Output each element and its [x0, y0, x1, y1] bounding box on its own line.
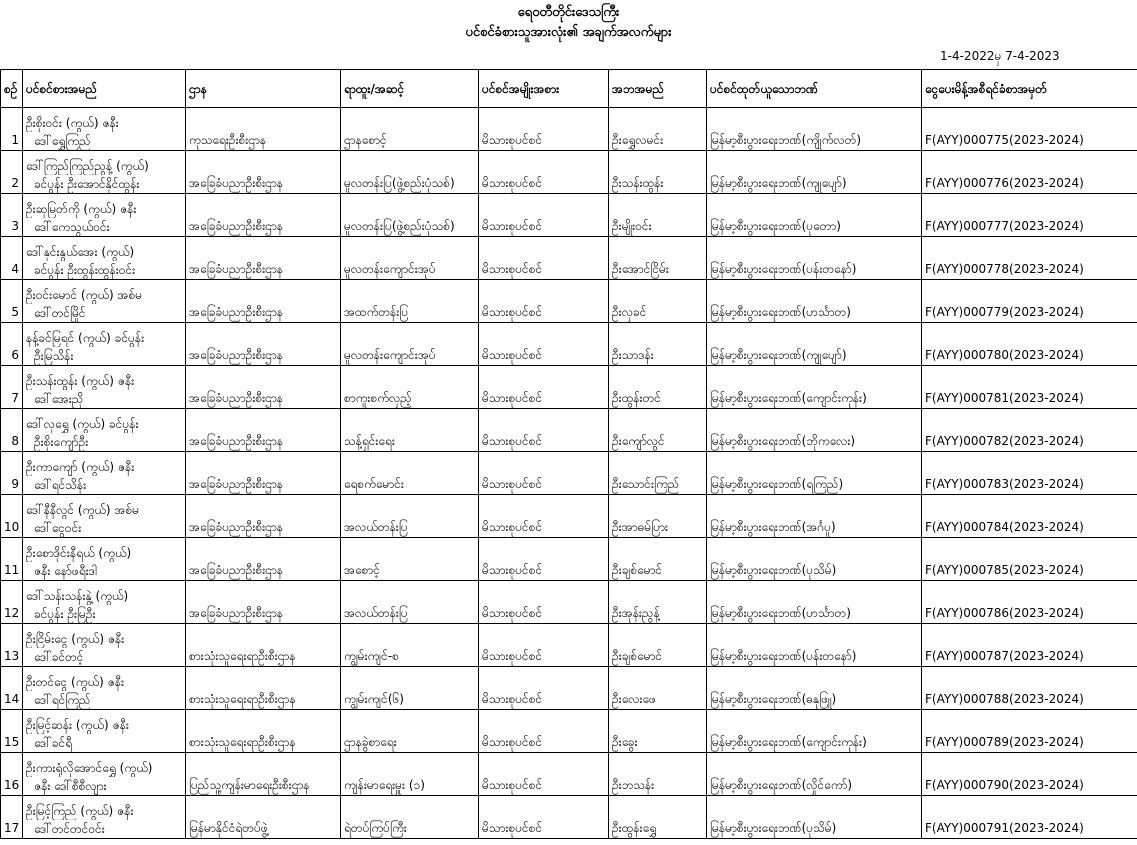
- cell-department: စားသုံးသူရေးရာဦးစီးဌာန: [186, 710, 341, 753]
- cell-no: 8: [1, 409, 23, 452]
- pensioner-name-line2: ခင်ပွန်း ဦးမြဦး: [34, 607, 96, 621]
- table-row: [1, 280, 1137, 323]
- pensioner-name-line1: ဦးမြင့်ကြည် (ကွယ်) ဇနီး: [26, 804, 134, 818]
- cell-father-name: ဦးလေးဖေ: [609, 667, 707, 710]
- cell-pension-type: မိသားစုပင်စင်: [479, 452, 609, 495]
- cell-father-name: ဦးချစ်မောင်: [609, 538, 707, 581]
- table-row: [1, 753, 1137, 796]
- cell-department: အခြေခံပညာဦးစီးဌာန: [186, 151, 341, 194]
- cell-father-name: ဦးအာဓမ်ပြား: [609, 495, 707, 538]
- cell-pensioner-name: [23, 323, 186, 366]
- cell-father-name: ဦးထွန်းရွှေ: [609, 796, 707, 839]
- cell-department: အခြေခံပညာဦးစီးဌာန: [186, 495, 341, 538]
- cell-pension-type: မိသားစုပင်စင်: [479, 710, 609, 753]
- table-row: [1, 366, 1137, 409]
- cell-department: စားသုံးသူရေးရာဦးစီးဌာန: [186, 624, 341, 667]
- table-row: [1, 323, 1137, 366]
- pensioner-name-line2: ဒေါ်ငွေဝင်း: [34, 521, 82, 535]
- cell-rank: ကျွမ်းကျင်(၆): [341, 667, 479, 710]
- pensioner-name-line2: ခင်ပွန်း ဦးထွန်းထွန်းဝင်း: [34, 263, 136, 277]
- cell-father-name: ဦးလှခင်: [609, 280, 707, 323]
- cell-no: 9: [1, 452, 23, 495]
- table-row: [1, 710, 1137, 753]
- cell-pensioner-name: [23, 667, 186, 710]
- cell-pensioner-name: [23, 280, 186, 323]
- cell-pension-type: မိသားစုပင်စင်: [479, 280, 609, 323]
- pensioner-name-line1: ဦးဆုမြတ်ကို (ကွယ်) ဇနီး: [26, 202, 137, 216]
- cell-department: အခြေခံပညာဦးစီးဌာန: [186, 237, 341, 280]
- date-range: 1-4-2022မှ 7-4-2023: [940, 49, 1060, 63]
- pensioner-name-line1: ဦးတင်ငွေ (ကွယ်) ဇနီး: [26, 675, 124, 689]
- cell-department: ကုသရေးဦးစီးဌာန: [186, 108, 341, 151]
- cell-pensioner-name: [23, 538, 186, 581]
- cell-rank: မူလတန်းပြ(ဖွဲ့စည်းပုံသစ်): [341, 151, 479, 194]
- document-subtitle: ပင်စင်ခံစားသူအားလုံး၏ အချက်အလက်များ: [465, 25, 672, 40]
- cell-bank: မြန်မာ့စီးပွားရေးဘဏ်(ကျိုက်လတ်): [707, 108, 922, 151]
- pensioner-name-line2: ဒေါ်ခင်တင့်: [34, 650, 84, 664]
- pensioner-name-line1: နန့်ခင်မြရင် (ကွယ်) ခင်ပွန်း: [26, 331, 145, 345]
- cell-bank: မြန်မာ့စီးပွားရေးဘဏ်(ပန်းတနော်): [707, 624, 922, 667]
- cell-pensioner-name: [23, 237, 186, 280]
- document-title: ရေဝတီတိုင်းဒေသကြီး: [517, 5, 620, 20]
- cell-pensioner-name: [23, 581, 186, 624]
- pensioner-name-line2: ဦးမြသိန်း: [34, 349, 74, 363]
- cell-no: 5: [1, 280, 23, 323]
- cell-pension-type: မိသားစုပင်စင်: [479, 151, 609, 194]
- cell-rank: မူလတန်းကျောင်းအုပ်: [341, 323, 479, 366]
- cell-bank: မြန်မာ့စီးပွားရေးဘဏ်(ကျောင်းကုန်း): [707, 366, 922, 409]
- cell-bank: မြန်မာ့စီးပွားရေးဘဏ်(ရကြည်): [707, 452, 922, 495]
- cell-payment-ref: F(AYY)000782(2023-2024): [922, 409, 1137, 452]
- cell-department: အခြေခံပညာဦးစီးဌာန: [186, 366, 341, 409]
- cell-father-name: ဦးကျော်လွင်: [609, 409, 707, 452]
- cell-department: စားသုံးသူရေးရာဦးစီးဌာန: [186, 667, 341, 710]
- cell-pension-type: မိသားစုပင်စင်: [479, 624, 609, 667]
- cell-father-name: ဦးအုန်းညွန့်: [609, 581, 707, 624]
- pensioner-name-line1: ဦးဝင်းမောင် (ကွယ်) အစ်မ: [26, 288, 143, 302]
- cell-payment-ref: F(AYY)000790(2023-2024): [922, 753, 1137, 796]
- cell-payment-ref: F(AYY)000780(2023-2024): [922, 323, 1137, 366]
- cell-payment-ref: F(AYY)000775(2023-2024): [922, 108, 1137, 151]
- cell-pensioner-name: [23, 366, 186, 409]
- cell-pension-type: မိသားစုပင်စင်: [479, 753, 609, 796]
- cell-no: 12: [1, 581, 23, 624]
- table-row: [1, 667, 1137, 710]
- table-row: [1, 452, 1137, 495]
- cell-father-name: ဦးအောင်ငြိမ်း: [609, 237, 707, 280]
- cell-bank: မြန်မာ့စီးပွားရေးဘဏ်(ကျောင်းကုန်း): [707, 710, 922, 753]
- pensioner-name-line2: ဒေါ်ရင်ကြည်: [34, 693, 91, 707]
- cell-no: 14: [1, 667, 23, 710]
- cell-pension-type: မိသားစုပင်စင်: [479, 237, 609, 280]
- table-row: [1, 409, 1137, 452]
- cell-rank: အလယ်တန်းပြ: [341, 581, 479, 624]
- pensioner-name-line2: ဒေါ်တင်မြိုင်: [34, 306, 86, 320]
- pensioner-name-line1: ဒေါ်သန်းသန်းနွဲ့ (ကွယ်): [26, 589, 129, 603]
- cell-pensioner-name: [23, 710, 186, 753]
- cell-pension-type: မိသားစုပင်စင်: [479, 194, 609, 237]
- pensioner-name-line1: ဒေါ်နီနီလွင် (ကွယ်) အစ်မ: [26, 503, 140, 517]
- cell-pensioner-name: [23, 151, 186, 194]
- cell-pension-type: မိသားစုပင်စင်: [479, 108, 609, 151]
- cell-father-name: ဦးခွေး: [609, 710, 707, 753]
- cell-rank: ကျန်းမာရေးမှူး (၁): [341, 753, 479, 796]
- cell-bank: မြန်မာ့စီးပွားရေးဘဏ်(ပုသိမ်): [707, 796, 922, 839]
- pensioner-name-line1: ဦးကားရုံလိုအောင်ရွှေ (ကွယ်): [26, 761, 153, 775]
- cell-payment-ref: F(AYY)000787(2023-2024): [922, 624, 1137, 667]
- pensioner-name-line2: ဒေါ်ရွှေကြည်: [34, 134, 91, 148]
- cell-rank: ရဲတပ်ကြပ်ကြီး: [341, 796, 479, 839]
- cell-pension-type: မိသားစုပင်စင်: [479, 538, 609, 581]
- cell-no: 7: [1, 366, 23, 409]
- cell-bank: မြန်မာ့စီးပွားရေးဘဏ်(ဟင်္သာတ): [707, 581, 922, 624]
- pensioner-name-line2: ဦးစိုးကျော်ဦး: [34, 435, 89, 449]
- cell-department: မြန်မာနိုင်ငံရဲတပ်ဖွဲ့: [186, 796, 341, 839]
- table-row: [1, 194, 1137, 237]
- cell-bank: မြန်မာ့စီးပွားရေးဘဏ်(ပုတော): [707, 194, 922, 237]
- header-department: ဌာန: [186, 70, 341, 108]
- pensioner-name-line1: ဦးသန်းထွန်း (ကွယ်) ဇနီး: [26, 374, 135, 388]
- table-row: [1, 624, 1137, 667]
- cell-payment-ref: F(AYY)000789(2023-2024): [922, 710, 1137, 753]
- cell-no: 16: [1, 753, 23, 796]
- table-row: [1, 796, 1137, 839]
- cell-payment-ref: F(AYY)000778(2023-2024): [922, 237, 1137, 280]
- cell-payment-ref: F(AYY)000786(2023-2024): [922, 581, 1137, 624]
- cell-department: အခြေခံပညာဦးစီးဌာန: [186, 581, 341, 624]
- cell-payment-ref: F(AYY)000785(2023-2024): [922, 538, 1137, 581]
- cell-payment-ref: F(AYY)000791(2023-2024): [922, 796, 1137, 839]
- pensioner-name-line2: ဒေါ်တင်တင်ဝင်း: [34, 822, 105, 836]
- cell-rank: အထက်တန်းပြ: [341, 280, 479, 323]
- header-bank: ပင်စင်ထုတ်ယူသောဘဏ်: [707, 70, 922, 108]
- cell-rank: ကျွမ်းကျင်-စ: [341, 624, 479, 667]
- table-row: [1, 495, 1137, 538]
- pensioner-name-line1: ဦးကာကျော် (ကွယ်) ဇနီး: [26, 460, 135, 474]
- cell-father-name: ဦးသန်းထွန်း: [609, 151, 707, 194]
- pensioner-name-line2: ဒေါ်ခင်ရီ: [34, 736, 73, 750]
- header-father-name: အဘအမည်: [609, 70, 707, 108]
- cell-department: အခြေခံပညာဦးစီးဌာန: [186, 452, 341, 495]
- cell-bank: မြန်မာ့စီးပွားရေးဘဏ်(ဘိုကလေး): [707, 409, 922, 452]
- pensioner-name-line2: ဇနီး ဒေါ်စီစီလျား: [34, 779, 107, 793]
- cell-no: 10: [1, 495, 23, 538]
- cell-bank: မြန်မာ့စီးပွားရေးဘဏ်(ကျုပျော်): [707, 323, 922, 366]
- cell-rank: ဌာနခွဲစာရေး: [341, 710, 479, 753]
- cell-father-name: ဦးထွန်းတင်: [609, 366, 707, 409]
- cell-pensioner-name: [23, 753, 186, 796]
- header-pension-type: ပင်စင်အမျိုးအစား: [479, 70, 609, 108]
- cell-pensioner-name: [23, 624, 186, 667]
- cell-pension-type: မိသားစုပင်စင်: [479, 581, 609, 624]
- cell-pension-type: မိသားစုပင်စင်: [479, 495, 609, 538]
- cell-department: အခြေခံပညာဦးစီးဌာန: [186, 538, 341, 581]
- cell-department: အခြေခံပညာဦးစီးဌာန: [186, 280, 341, 323]
- cell-rank: သန့်ရှင်းရေး: [341, 409, 479, 452]
- cell-bank: မြန်မာ့စီးပွားရေးဘဏ်(လှိုင်ကော်): [707, 753, 922, 796]
- cell-payment-ref: F(AYY)000779(2023-2024): [922, 280, 1137, 323]
- cell-rank: အလယ်တန်းပြ: [341, 495, 479, 538]
- cell-rank: စာကူးစက်လှည့်: [341, 366, 479, 409]
- cell-no: 13: [1, 624, 23, 667]
- cell-father-name: ဦးမျိုးဝင်း: [609, 194, 707, 237]
- cell-department: ပြည်သူ့ကျန်းမာရေးဦးစီးဌာန: [186, 753, 341, 796]
- cell-pension-type: မိသားစုပင်စင်: [479, 667, 609, 710]
- table-row: [1, 237, 1137, 280]
- cell-no: 4: [1, 237, 23, 280]
- cell-no: 3: [1, 194, 23, 237]
- cell-rank: မူလတန်းပြ(ဖွဲ့စည်းပုံသစ်): [341, 194, 479, 237]
- pensioner-name-line1: ဦးငြိမ်းငွေ (ကွယ်) ဇနီး: [26, 632, 125, 646]
- cell-no: 1: [1, 108, 23, 151]
- cell-rank: အစောင့်: [341, 538, 479, 581]
- table-row: [1, 538, 1137, 581]
- cell-payment-ref: F(AYY)000777(2023-2024): [922, 194, 1137, 237]
- cell-rank: ရေစက်မောင်း: [341, 452, 479, 495]
- cell-pension-type: မိသားစုပင်စင်: [479, 366, 609, 409]
- cell-bank: မြန်မာ့စီးပွားရေးဘဏ်(ပုသိမ်): [707, 538, 922, 581]
- cell-bank: မြန်မာ့စီးပွားရေးဘဏ်(ပန်းတနော်): [707, 237, 922, 280]
- cell-pensioner-name: [23, 409, 186, 452]
- cell-no: 17: [1, 796, 23, 839]
- pensioner-name-line1: ဦးစိုးဝင်း (ကွယ်) ဇနီး: [26, 116, 119, 130]
- cell-bank: မြန်မာ့စီးပွားရေးဘဏ်(ကျုပျော်): [707, 151, 922, 194]
- pensioner-name-line2: ဒေါ်ကေသွယ်ဝင်း: [34, 220, 110, 234]
- table-header-row: [1, 70, 1137, 108]
- header-no: စဉ်: [1, 70, 23, 108]
- cell-pensioner-name: [23, 108, 186, 151]
- cell-department: အခြေခံပညာဦးစီးဌာန: [186, 194, 341, 237]
- table-row: [1, 151, 1137, 194]
- cell-pensioner-name: [23, 452, 186, 495]
- cell-father-name: ဦးသောင်းကြည်: [609, 452, 707, 495]
- pension-roster-table: [0, 69, 1137, 839]
- cell-payment-ref: F(AYY)000783(2023-2024): [922, 452, 1137, 495]
- pensioner-name-line2: ဒေါ်အေးညို: [34, 392, 84, 406]
- pensioner-name-line1: ဦးစောဒိုင်းနီရယ် (ကွယ်): [26, 546, 132, 560]
- pensioner-name-line1: ဒေါ်ကြည်ကြည်ညွန့် (ကွယ်): [26, 159, 149, 173]
- cell-payment-ref: F(AYY)000776(2023-2024): [922, 151, 1137, 194]
- cell-father-name: ဦးချစ်မောင်: [609, 624, 707, 667]
- cell-father-name: ဦးသာဒန်း: [609, 323, 707, 366]
- cell-payment-ref: F(AYY)000788(2023-2024): [922, 667, 1137, 710]
- cell-bank: မြန်မာ့စီးပွားရေးဘဏ်(ဓနုဖြူ): [707, 667, 922, 710]
- cell-department: အခြေခံပညာဦးစီးဌာန: [186, 323, 341, 366]
- cell-department: အခြေခံပညာဦးစီးဌာန: [186, 409, 341, 452]
- cell-pensioner-name: [23, 495, 186, 538]
- pensioner-name-line2: ဇနီး နော်ဖရီးဒါ: [34, 564, 97, 578]
- cell-pension-type: မိသားစုပင်စင်: [479, 323, 609, 366]
- cell-pension-type: မိသားစုပင်စင်: [479, 409, 609, 452]
- pensioner-name-line1: ဒေါ်နှင်းနွယ်အေး (ကွယ်): [26, 245, 135, 259]
- header-rank: ရာထူး/အဆင့်: [341, 70, 479, 108]
- cell-no: 2: [1, 151, 23, 194]
- pensioner-name-line1: ဦးမြင့်ဆန်း (ကွယ်) ဇနီး: [26, 718, 129, 732]
- cell-pension-type: မိသားစုပင်စင်: [479, 796, 609, 839]
- cell-no: 11: [1, 538, 23, 581]
- cell-father-name: ဦးဘသန်း: [609, 753, 707, 796]
- cell-no: 6: [1, 323, 23, 366]
- cell-bank: မြန်မာ့စီးပွားရေးဘဏ်(ဟင်္သာတ): [707, 280, 922, 323]
- table-body: [1, 108, 1137, 839]
- pensioner-name-line2: ဒေါ်ရင်သိန်း: [34, 478, 87, 492]
- cell-rank: မူလတန်းကျောင်းအုပ်: [341, 237, 479, 280]
- cell-pensioner-name: [23, 194, 186, 237]
- cell-payment-ref: F(AYY)000784(2023-2024): [922, 495, 1137, 538]
- table-row: [1, 108, 1137, 151]
- pensioner-name-line1: ဒေါ်လှရွှေ (ကွယ်) ခင်ပွန်း: [26, 417, 139, 431]
- header-payment-ref: ငွေပေးမိန့်အစီရင်ခံစာအမှတ်: [922, 70, 1137, 108]
- cell-no: 15: [1, 710, 23, 753]
- cell-rank: ဌာနစောင့်: [341, 108, 479, 151]
- table-row: [1, 581, 1137, 624]
- cell-payment-ref: F(AYY)000781(2023-2024): [922, 366, 1137, 409]
- cell-bank: မြန်မာ့စီးပွားရေးဘဏ်(အင်္ဂပူ): [707, 495, 922, 538]
- header-pensioner-name: ပင်စင်စားအမည်: [23, 70, 186, 108]
- cell-pensioner-name: [23, 796, 186, 839]
- pensioner-name-line2: ခင်ပွန်း ဦးအောင်နိုင်ထွန်း: [34, 177, 140, 191]
- cell-father-name: ဦးရွှေလမင်း: [609, 108, 707, 151]
